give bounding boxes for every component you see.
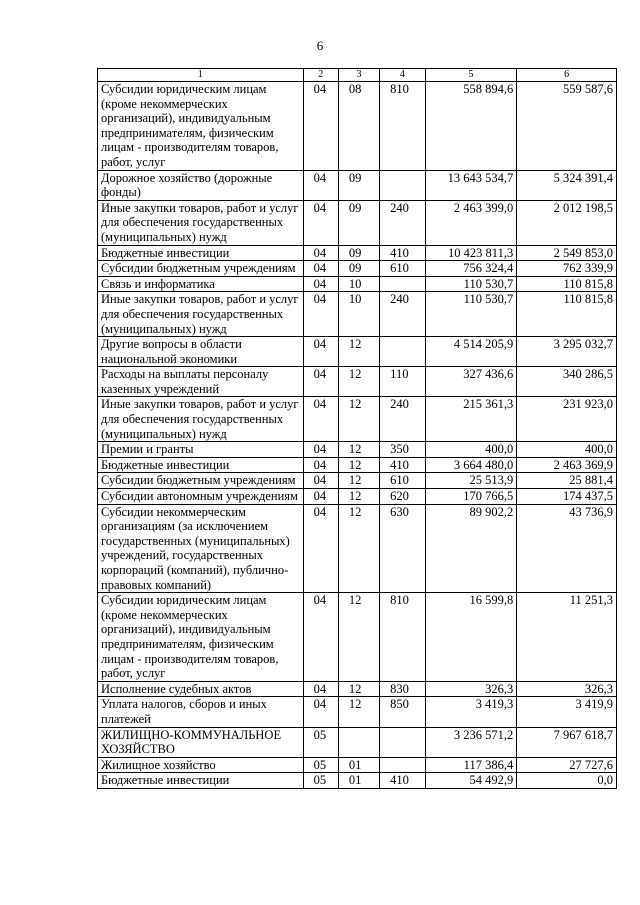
row-expense-type-cell (380, 170, 425, 200)
row-name-cell: Расходы на выплаты персоналу казенных учреждений (98, 367, 304, 397)
row-expense-type-cell (380, 276, 425, 292)
row-expense-type-cell: 240 (380, 397, 425, 442)
row-amount-year1-cell: 110 530,7 (425, 292, 517, 337)
row-subsection-cell: 12 (338, 697, 379, 727)
row-subsection-cell: 12 (338, 681, 379, 697)
row-amount-year1-cell: 13 643 534,7 (425, 170, 517, 200)
row-name-cell: Дорожное хозяйство (дорожные фонды) (98, 170, 304, 200)
row-subsection-cell: 10 (338, 276, 379, 292)
row-expense-type-cell: 810 (380, 82, 425, 171)
row-expense-type-cell: 850 (380, 697, 425, 727)
row-name-cell: Иные закупки товаров, работ и услуг для обеспечения государственных (муниципальных) нужд (98, 292, 304, 337)
row-expense-type-cell: 240 (380, 292, 425, 337)
row-expense-type-cell: 240 (380, 200, 425, 245)
row-name-cell: Связь и информатика (98, 276, 304, 292)
row-amount-year1-cell: 326,3 (425, 681, 517, 697)
header-cell: 1 (98, 69, 304, 82)
header-cell: 2 (303, 69, 338, 82)
row-amount-year1-cell: 2 463 399,0 (425, 200, 517, 245)
row-amount-year2-cell: 326,3 (517, 681, 617, 697)
row-section-cell: 04 (303, 82, 338, 171)
row-section-cell: 04 (303, 473, 338, 489)
row-name-cell: Субсидии юридическим лицам (кроме некоммерческих организаций), индивидуальным предпринимателям, физическим лицам - производителям товаров, работ, услуг (98, 593, 304, 682)
row-subsection-cell: 08 (338, 82, 379, 171)
row-amount-year2-cell: 0,0 (517, 773, 617, 789)
row-subsection-cell: 01 (338, 757, 379, 773)
row-subsection-cell: 12 (338, 457, 379, 473)
row-amount-year1-cell: 756 324,4 (425, 261, 517, 277)
row-name-cell: Субсидии юридическим лицам (кроме некоммерческих организаций), индивидуальным предпринимателям, физическим лицам - производителям товаров, работ, услуг (98, 82, 304, 171)
row-amount-year1-cell: 400,0 (425, 442, 517, 458)
row-amount-year2-cell: 2 463 369,9 (517, 457, 617, 473)
row-section-cell: 04 (303, 442, 338, 458)
row-amount-year1-cell: 3 419,3 (425, 697, 517, 727)
row-amount-year1-cell: 89 902,2 (425, 504, 517, 593)
row-amount-year1-cell: 3 236 571,2 (425, 727, 517, 757)
table-row (98, 727, 617, 757)
row-subsection-cell: 09 (338, 261, 379, 277)
row-section-cell: 04 (303, 200, 338, 245)
row-subsection-cell: 12 (338, 337, 379, 367)
row-section-cell: 04 (303, 697, 338, 727)
row-amount-year1-cell: 327 436,6 (425, 367, 517, 397)
row-name-cell: Иные закупки товаров, работ и услуг для обеспечения государственных (муниципальных) нужд (98, 200, 304, 245)
row-expense-type-cell: 620 (380, 489, 425, 505)
row-amount-year2-cell: 559 587,6 (517, 82, 617, 171)
row-name-cell: ЖИЛИЩНО-КОММУНАЛЬНОЕ ХОЗЯЙСТВО (98, 727, 304, 757)
row-subsection-cell (338, 727, 379, 757)
row-expense-type-cell: 610 (380, 473, 425, 489)
table-row (98, 337, 617, 367)
row-section-cell: 04 (303, 504, 338, 593)
table-row (98, 681, 617, 697)
row-expense-type-cell: 350 (380, 442, 425, 458)
row-amount-year1-cell: 16 599,8 (425, 593, 517, 682)
row-section-cell: 05 (303, 773, 338, 789)
row-section-cell: 04 (303, 170, 338, 200)
row-subsection-cell: 09 (338, 245, 379, 261)
row-section-cell: 04 (303, 593, 338, 682)
table-body (98, 82, 617, 789)
table-row (98, 170, 617, 200)
row-amount-year1-cell: 4 514 205,9 (425, 337, 517, 367)
row-name-cell: Исполнение судебных актов (98, 681, 304, 697)
row-amount-year2-cell: 110 815,8 (517, 292, 617, 337)
row-amount-year2-cell: 3 295 032,7 (517, 337, 617, 367)
row-amount-year1-cell: 54 492,9 (425, 773, 517, 789)
table-row (98, 757, 617, 773)
row-section-cell: 04 (303, 276, 338, 292)
row-amount-year1-cell: 110 530,7 (425, 276, 517, 292)
table-row (98, 261, 617, 277)
row-amount-year2-cell: 174 437,5 (517, 489, 617, 505)
row-name-cell: Субсидии некоммерческим организациям (за исключением государственных (муниципальных) учреждений, государственных корпораций (компаний), публично-правовых компаний) (98, 504, 304, 593)
table-row (98, 276, 617, 292)
row-subsection-cell: 12 (338, 397, 379, 442)
row-amount-year2-cell: 5 324 391,4 (517, 170, 617, 200)
row-subsection-cell: 10 (338, 292, 379, 337)
table-row (98, 367, 617, 397)
table-row (98, 489, 617, 505)
table-row (98, 442, 617, 458)
table-row (98, 504, 617, 593)
row-expense-type-cell (380, 757, 425, 773)
row-section-cell: 04 (303, 681, 338, 697)
row-name-cell: Жилищное хозяйство (98, 757, 304, 773)
row-section-cell: 05 (303, 757, 338, 773)
table-header-row (98, 69, 617, 82)
row-expense-type-cell: 810 (380, 593, 425, 682)
table-row (98, 245, 617, 261)
row-expense-type-cell: 830 (380, 681, 425, 697)
row-section-cell: 04 (303, 397, 338, 442)
row-amount-year2-cell: 43 736,9 (517, 504, 617, 593)
table-row (98, 292, 617, 337)
row-amount-year2-cell: 7 967 618,7 (517, 727, 617, 757)
row-subsection-cell: 12 (338, 473, 379, 489)
row-amount-year2-cell: 400,0 (517, 442, 617, 458)
header-cell: 3 (338, 69, 379, 82)
row-amount-year1-cell: 117 386,4 (425, 757, 517, 773)
table-row (98, 697, 617, 727)
row-amount-year1-cell: 215 361,3 (425, 397, 517, 442)
page-number: 6 (316, 38, 324, 53)
table-row (98, 473, 617, 489)
row-name-cell: Субсидии бюджетным учреждениям (98, 473, 304, 489)
header-cell: 5 (425, 69, 517, 82)
table-row (98, 457, 617, 473)
row-subsection-cell: 12 (338, 442, 379, 458)
header-cell: 4 (380, 69, 425, 82)
row-section-cell: 05 (303, 727, 338, 757)
header-cell: 6 (517, 69, 617, 82)
row-name-cell: Субсидии бюджетным учреждениям (98, 261, 304, 277)
row-name-cell: Бюджетные инвестиции (98, 245, 304, 261)
row-amount-year1-cell: 558 894,6 (425, 82, 517, 171)
row-expense-type-cell: 410 (380, 773, 425, 789)
row-expense-type-cell: 110 (380, 367, 425, 397)
row-subsection-cell: 12 (338, 489, 379, 505)
row-expense-type-cell: 410 (380, 245, 425, 261)
row-section-cell: 04 (303, 457, 338, 473)
row-name-cell: Другие вопросы в области национальной экономики (98, 337, 304, 367)
row-subsection-cell: 09 (338, 170, 379, 200)
row-subsection-cell: 12 (338, 367, 379, 397)
row-amount-year1-cell: 25 513,9 (425, 473, 517, 489)
row-amount-year1-cell: 3 664 480,0 (425, 457, 517, 473)
row-name-cell: Субсидии автономным учреждениям (98, 489, 304, 505)
row-section-cell: 04 (303, 367, 338, 397)
row-amount-year2-cell: 231 923,0 (517, 397, 617, 442)
row-subsection-cell: 09 (338, 200, 379, 245)
row-expense-type-cell: 630 (380, 504, 425, 593)
budget-table (97, 68, 617, 789)
row-section-cell: 04 (303, 261, 338, 277)
row-expense-type-cell (380, 337, 425, 367)
row-name-cell: Уплата налогов, сборов и иных платежей (98, 697, 304, 727)
row-amount-year1-cell: 10 423 811,3 (425, 245, 517, 261)
row-section-cell: 04 (303, 489, 338, 505)
row-subsection-cell: 12 (338, 593, 379, 682)
row-amount-year2-cell: 11 251,3 (517, 593, 617, 682)
row-name-cell: Иные закупки товаров, работ и услуг для обеспечения государственных (муниципальных) нужд (98, 397, 304, 442)
table-row (98, 82, 617, 171)
row-amount-year1-cell: 170 766,5 (425, 489, 517, 505)
row-amount-year2-cell: 762 339,9 (517, 261, 617, 277)
row-amount-year2-cell: 2 549 853,0 (517, 245, 617, 261)
table-row (98, 593, 617, 682)
row-name-cell: Премии и гранты (98, 442, 304, 458)
table-row (98, 773, 617, 789)
row-subsection-cell: 01 (338, 773, 379, 789)
table-row (98, 397, 617, 442)
row-section-cell: 04 (303, 292, 338, 337)
row-amount-year2-cell: 110 815,8 (517, 276, 617, 292)
table-row (98, 200, 617, 245)
row-section-cell: 04 (303, 245, 338, 261)
row-expense-type-cell (380, 727, 425, 757)
row-name-cell: Бюджетные инвестиции (98, 457, 304, 473)
row-amount-year2-cell: 340 286,5 (517, 367, 617, 397)
row-name-cell: Бюджетные инвестиции (98, 773, 304, 789)
row-amount-year2-cell: 3 419,9 (517, 697, 617, 727)
row-expense-type-cell: 410 (380, 457, 425, 473)
row-amount-year2-cell: 2 012 198,5 (517, 200, 617, 245)
row-expense-type-cell: 610 (380, 261, 425, 277)
row-amount-year2-cell: 25 881,4 (517, 473, 617, 489)
row-subsection-cell: 12 (338, 504, 379, 593)
row-amount-year2-cell: 27 727,6 (517, 757, 617, 773)
row-section-cell: 04 (303, 337, 338, 367)
